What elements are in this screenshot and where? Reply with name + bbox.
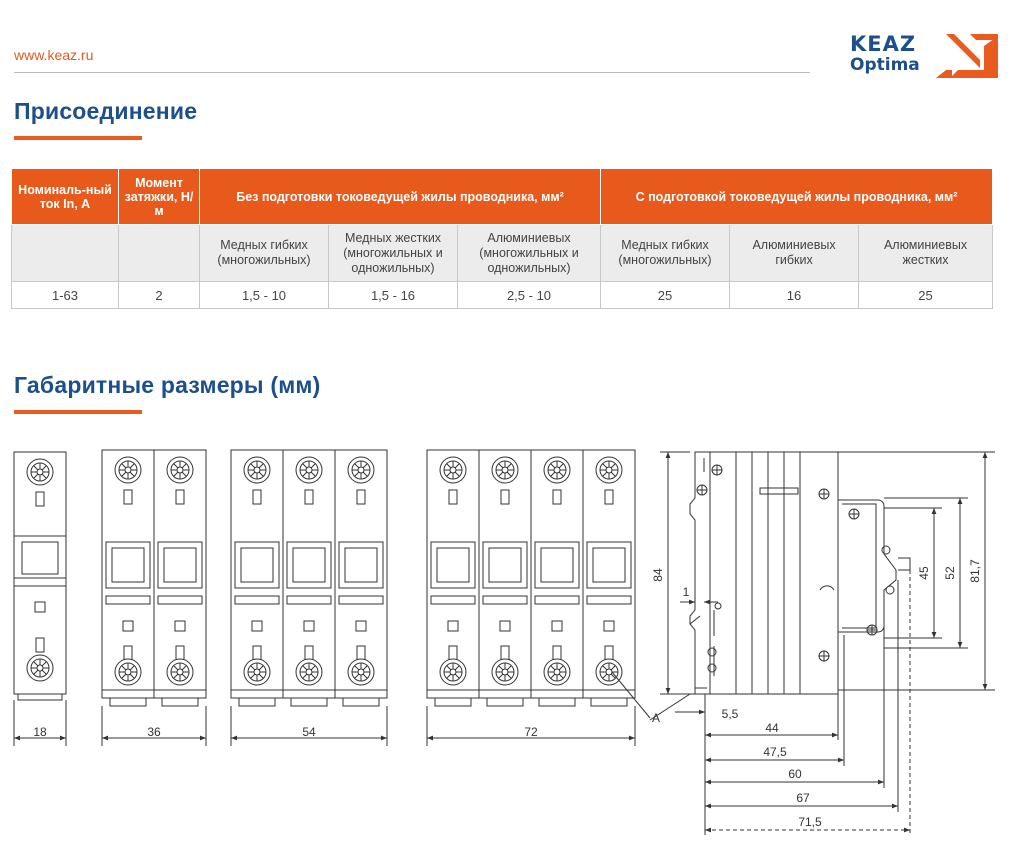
dimension-drawing	[0, 430, 1013, 863]
depth-label: 47,5	[763, 745, 787, 759]
height-label: 45	[917, 566, 931, 580]
height-label: 84	[651, 568, 665, 582]
th-rated-current: Номиналь-ный ток In, А	[12, 169, 119, 225]
th-group-without-prep: Без подготовки токоведущей жилы проводника, мм²	[200, 169, 601, 225]
module-3p	[231, 450, 387, 706]
cell-rated-current: 1-63	[12, 282, 119, 309]
height-label: 81,7	[968, 559, 982, 583]
th-blank	[119, 225, 200, 282]
th-sub: Алюминиевых (многожильных и одножильных)	[458, 225, 601, 282]
th-sub: Алюминиевых гибких	[730, 225, 859, 282]
cell-value: 1,5 - 16	[329, 282, 458, 309]
gap-label: 1	[682, 585, 690, 599]
width-label: 54	[302, 725, 316, 739]
depth-label: 71,5	[798, 815, 822, 829]
title-underline	[14, 136, 142, 140]
depth-label: 67	[796, 791, 810, 805]
cell-value: 2,5 - 10	[458, 282, 601, 309]
width-label: 72	[524, 725, 538, 739]
cell-value: 25	[601, 282, 730, 309]
th-sub: Медных жестких (многожильных и одножильных)	[329, 225, 458, 282]
th-blank	[12, 225, 119, 282]
logo-mark-icon	[936, 34, 998, 78]
side-view	[690, 452, 910, 694]
height-label: 52	[943, 566, 957, 580]
table-header-row	[12, 169, 993, 225]
cell-value: 16	[730, 282, 859, 309]
cell-torque: 2	[119, 282, 200, 309]
module-2p	[102, 450, 206, 706]
cell-value: 25	[859, 282, 993, 309]
module-4p	[427, 450, 635, 706]
website-url[interactable]: www.keaz.ru	[14, 47, 94, 63]
section-title-dimensions: Габаритные размеры (мм)	[14, 372, 321, 398]
logo-optima: Optima	[850, 55, 920, 75]
th-sub: Медных гибких (многожильных)	[200, 225, 329, 282]
label-a: A	[651, 711, 661, 725]
th-group-with-prep: С подготовкой токоведущей жилы проводника, мм²	[601, 169, 993, 225]
connection-table	[11, 168, 993, 309]
width-label: 36	[147, 725, 161, 739]
width-label: 18	[33, 725, 47, 739]
logo-keaz: KEAZ	[850, 32, 917, 56]
th-sub: Медных гибких (многожильных)	[601, 225, 730, 282]
logo-text	[850, 32, 920, 75]
table-subheader-row	[12, 225, 993, 282]
section-title-connection: Присоединение	[14, 98, 198, 124]
header-divider	[14, 72, 810, 73]
depth-label: 5,5	[721, 707, 739, 721]
title-underline	[14, 410, 142, 414]
th-sub: Алюминиевых жестких	[859, 225, 993, 282]
module-1p	[14, 452, 66, 700]
depth-label: 60	[788, 767, 802, 781]
th-torque: Момент затяжки, Н/м	[119, 169, 200, 225]
table-row	[12, 282, 993, 309]
cell-value: 1,5 - 10	[200, 282, 329, 309]
keaz-logo	[850, 34, 1000, 78]
depth-label: 44	[765, 721, 779, 735]
